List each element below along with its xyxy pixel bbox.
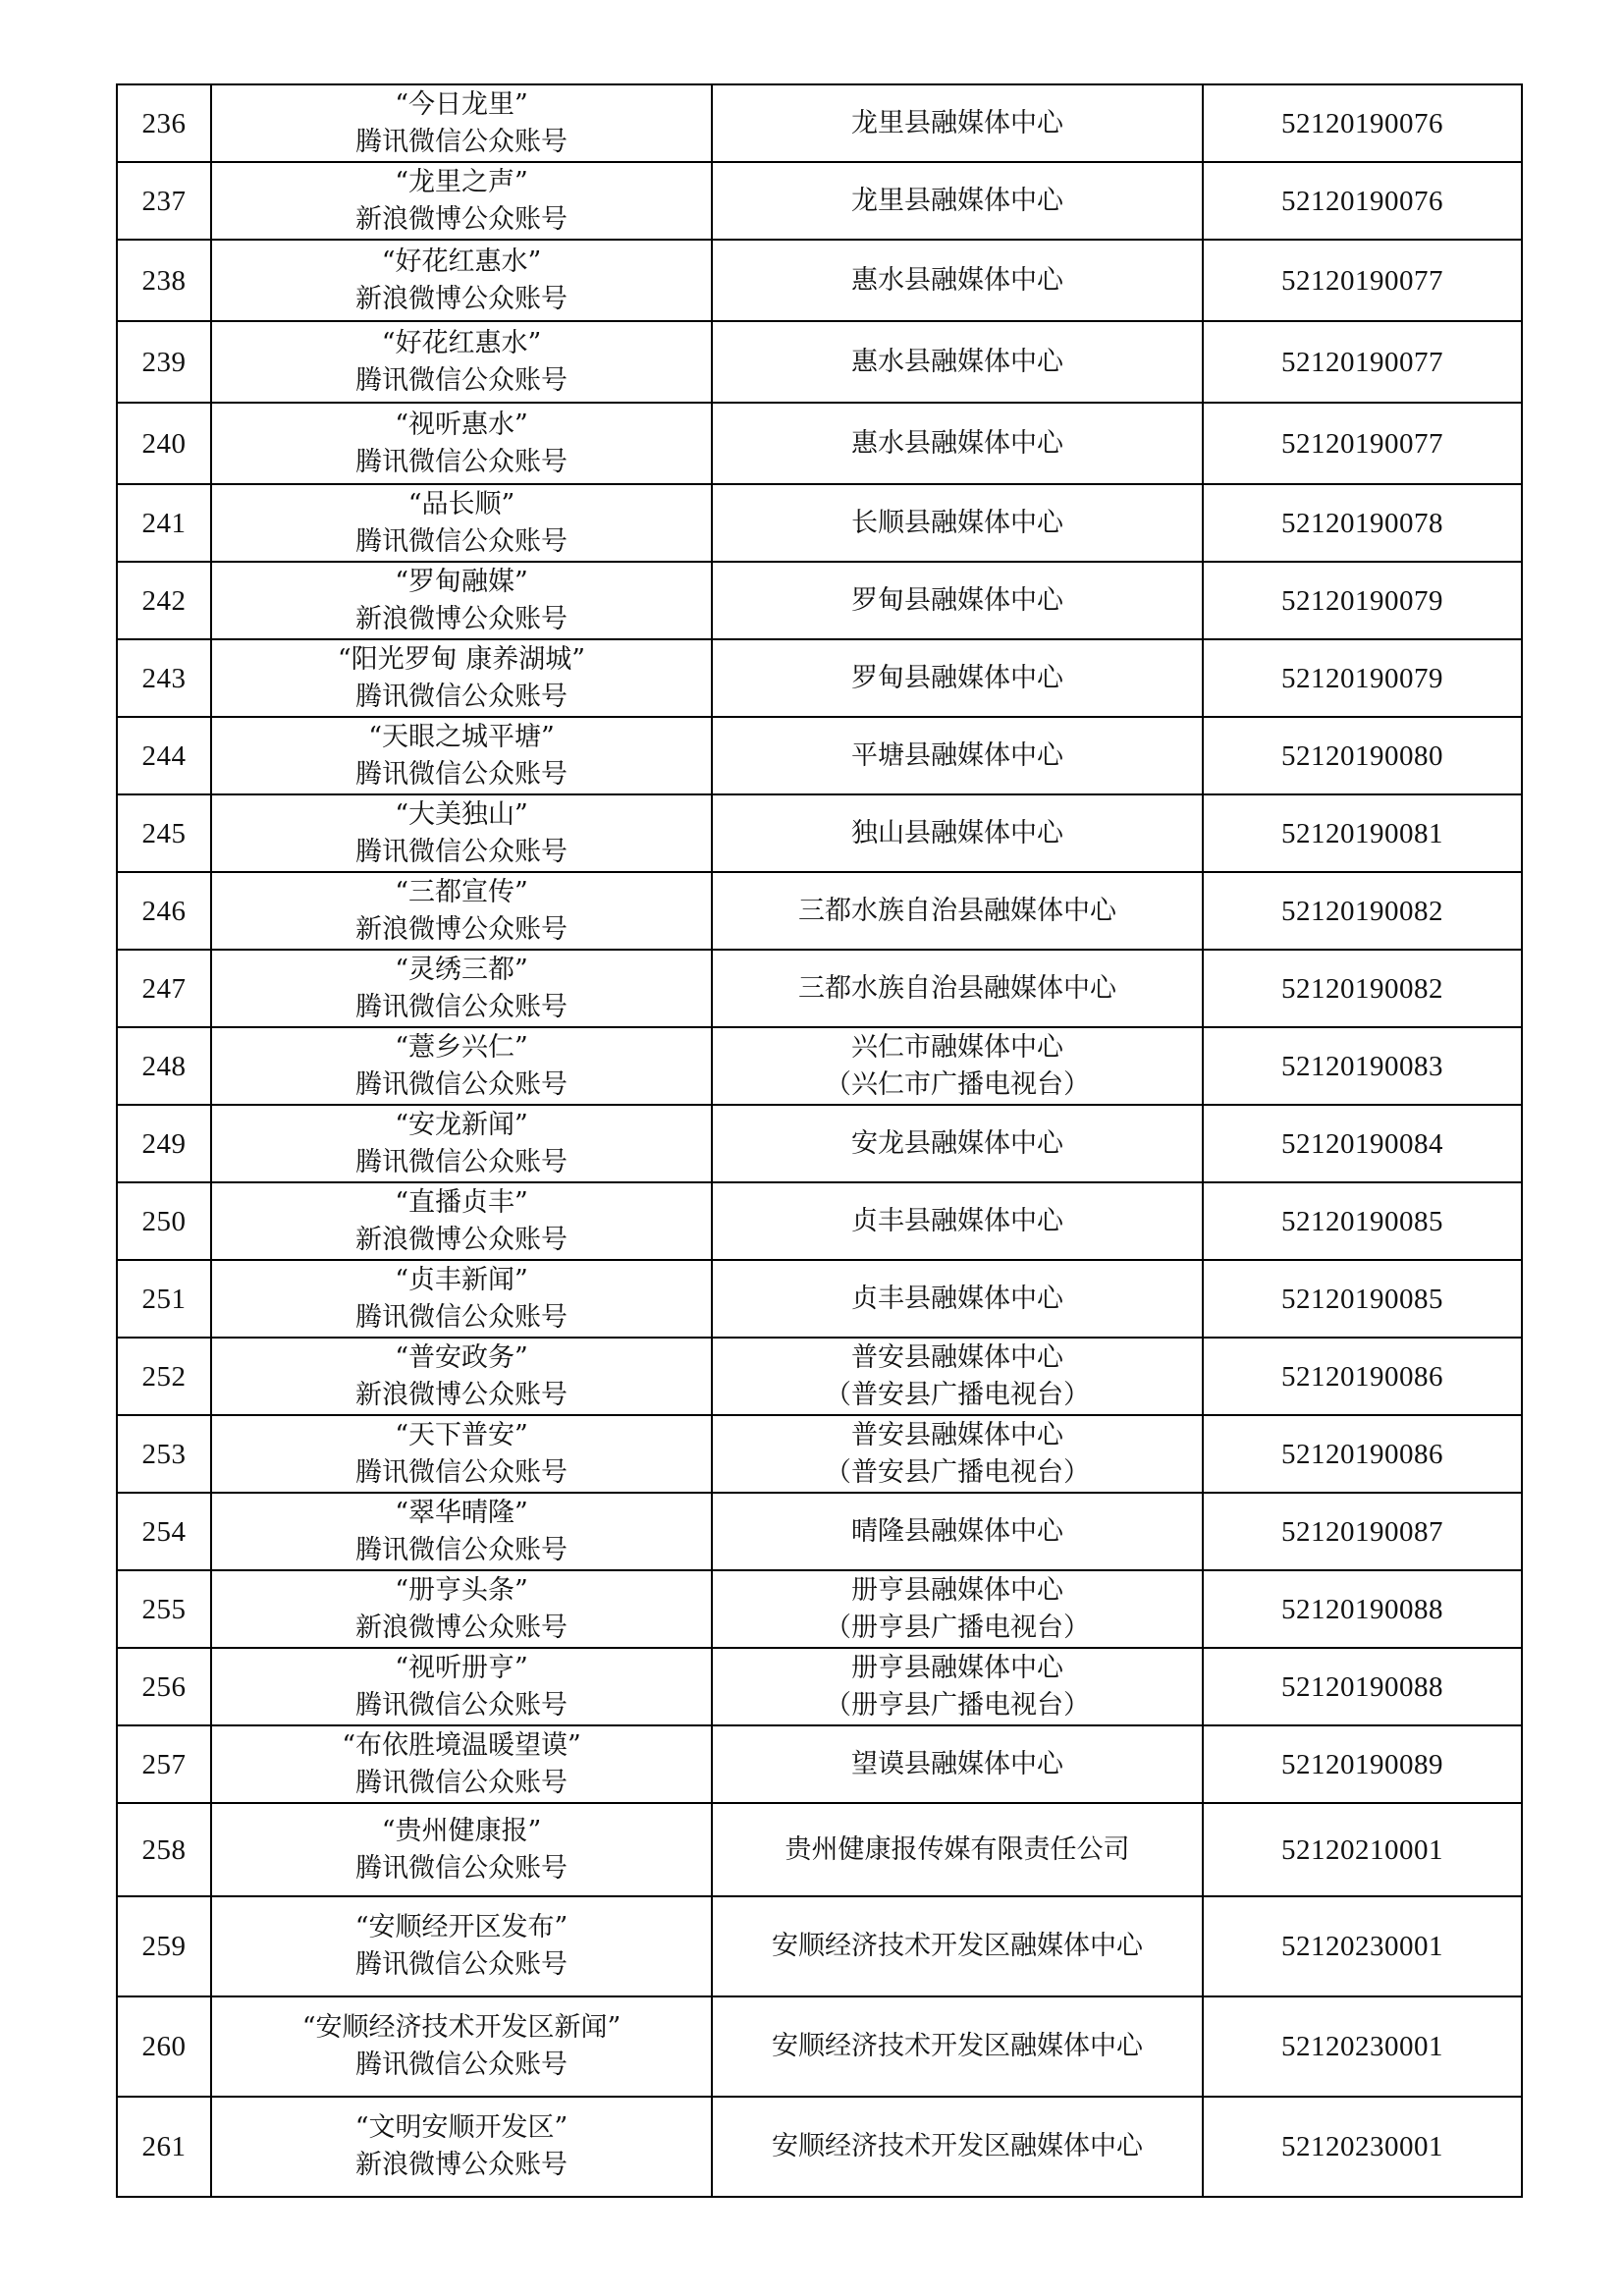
account-name: “贞丰新闻” — [395, 1264, 528, 1295]
license-number-cell — [1203, 639, 1522, 717]
license-number-cell — [1203, 1803, 1522, 1896]
row-number: 253 — [141, 1438, 187, 1470]
table-row — [117, 1260, 1522, 1338]
table-row — [117, 950, 1522, 1027]
organization-alias: （册亨县广播电视台） — [825, 1689, 1090, 1721]
license-number: 52120190076 — [1281, 107, 1443, 139]
license-number: 52120190077 — [1281, 346, 1443, 378]
account-platform: 新浪微博公众账号 — [355, 1224, 568, 1255]
table-row — [117, 717, 1522, 794]
organization-cell — [712, 1896, 1203, 1996]
table-row — [117, 321, 1522, 403]
license-number: 52120190078 — [1281, 507, 1443, 539]
license-number-cell — [1203, 1182, 1522, 1260]
license-number: 52120190084 — [1281, 1127, 1443, 1160]
account-name-cell — [211, 794, 712, 872]
organization-name: 册亨县融媒体中心 — [851, 1652, 1063, 1683]
organization-cell — [712, 1105, 1203, 1182]
row-number-cell — [117, 240, 211, 321]
account-name: “今日龙里” — [395, 88, 528, 120]
account-name-cell — [211, 1260, 712, 1338]
row-number-cell — [117, 1493, 211, 1570]
row-number: 256 — [141, 1670, 187, 1703]
license-number-cell — [1203, 484, 1522, 562]
license-number: 52120190082 — [1281, 895, 1443, 927]
account-platform: 腾讯微信公众账号 — [355, 1949, 568, 1980]
row-number-cell — [117, 562, 211, 639]
row-number-cell — [117, 162, 211, 240]
account-name: “灵绣三都” — [395, 954, 528, 985]
account-platform: 新浪微博公众账号 — [355, 2150, 568, 2180]
account-name-cell — [211, 1493, 712, 1570]
organization-cell — [712, 872, 1203, 950]
license-number: 52120190086 — [1281, 1438, 1443, 1470]
license-number-cell — [1203, 717, 1522, 794]
license-number: 52120230001 — [1281, 1931, 1443, 1962]
account-name-cell — [211, 717, 712, 794]
organization-name: 兴仁市融媒体中心 — [851, 1031, 1063, 1063]
account-name-cell — [211, 1803, 712, 1896]
organization-cell — [712, 1648, 1203, 1725]
account-name-cell — [211, 1105, 712, 1182]
row-number: 240 — [141, 427, 187, 460]
license-number: 52120190086 — [1281, 1360, 1443, 1393]
account-platform: 腾讯微信公众账号 — [355, 525, 568, 557]
organization-cell — [712, 162, 1203, 240]
row-number-cell — [117, 1182, 211, 1260]
license-number-cell — [1203, 2097, 1522, 2197]
organization-cell — [712, 1415, 1203, 1493]
account-name-cell — [211, 1570, 712, 1648]
organization-cell — [712, 1338, 1203, 1415]
row-number-cell — [117, 1105, 211, 1182]
row-number-cell — [117, 1896, 211, 1996]
account-name: “好花红惠水” — [381, 246, 542, 277]
table-row — [117, 1996, 1522, 2097]
license-number-cell — [1203, 1648, 1522, 1725]
row-number-cell — [117, 1415, 211, 1493]
row-number: 254 — [141, 1515, 187, 1548]
license-number: 52120190085 — [1281, 1283, 1443, 1315]
organization-cell — [712, 321, 1203, 403]
row-number: 248 — [141, 1050, 187, 1082]
row-number: 260 — [141, 2031, 187, 2062]
account-name-cell — [211, 162, 712, 240]
account-platform: 腾讯微信公众账号 — [355, 758, 568, 790]
license-number-cell — [1203, 1105, 1522, 1182]
account-platform: 腾讯微信公众账号 — [355, 446, 568, 477]
table-row — [117, 1415, 1522, 1493]
row-number-cell — [117, 1725, 211, 1803]
row-number-cell — [117, 717, 211, 794]
account-platform: 腾讯微信公众账号 — [355, 991, 568, 1022]
account-name: “普安政务” — [395, 1341, 528, 1373]
license-number-cell — [1203, 1415, 1522, 1493]
row-number-cell — [117, 403, 211, 484]
account-platform: 腾讯微信公众账号 — [355, 1301, 568, 1333]
license-number-cell — [1203, 1725, 1522, 1803]
row-number-cell — [117, 1260, 211, 1338]
organization-name: 龙里县融媒体中心 — [851, 107, 1063, 138]
account-platform: 腾讯微信公众账号 — [355, 1852, 568, 1884]
license-number-cell — [1203, 1996, 1522, 2097]
license-number-cell — [1203, 1260, 1522, 1338]
table-row — [117, 403, 1522, 484]
row-number-cell — [117, 321, 211, 403]
license-number-cell — [1203, 162, 1522, 240]
account-platform: 腾讯微信公众账号 — [355, 2050, 568, 2080]
account-name: “品长顺” — [407, 488, 515, 519]
organization-name: 三都水族自治县融媒体中心 — [798, 895, 1116, 926]
account-platform: 腾讯微信公众账号 — [355, 1456, 568, 1488]
organization-cell — [712, 562, 1203, 639]
license-number: 52120190088 — [1281, 1670, 1443, 1703]
account-platform: 腾讯微信公众账号 — [355, 1068, 568, 1100]
account-name: “阳光罗甸 康养湖城” — [337, 643, 586, 675]
license-number-cell — [1203, 84, 1522, 162]
organization-cell — [712, 1803, 1203, 1896]
license-number-cell — [1203, 562, 1522, 639]
organization-name: 长顺县融媒体中心 — [851, 507, 1063, 538]
license-number: 52120190079 — [1281, 662, 1443, 694]
account-name-cell — [211, 1338, 712, 1415]
account-name: “安龙新闻” — [395, 1109, 528, 1140]
row-number-cell — [117, 1027, 211, 1105]
row-number: 250 — [141, 1205, 187, 1237]
table-row — [117, 639, 1522, 717]
organization-name: 惠水县融媒体中心 — [851, 346, 1063, 377]
table-row — [117, 562, 1522, 639]
account-name-cell — [211, 639, 712, 717]
account-name-cell — [211, 872, 712, 950]
account-name-cell — [211, 1896, 712, 1996]
table-row — [117, 1570, 1522, 1648]
account-name: “文明安顺开发区” — [354, 2112, 568, 2143]
organization-name: 贵州健康报传媒有限责任公司 — [784, 1833, 1130, 1865]
organization-name: 龙里县融媒体中心 — [851, 185, 1063, 216]
license-number: 52120190089 — [1281, 1748, 1443, 1780]
license-number-cell — [1203, 872, 1522, 950]
license-number: 52120210001 — [1281, 1833, 1443, 1866]
row-number-cell — [117, 1996, 211, 2097]
account-platform: 腾讯微信公众账号 — [355, 1534, 568, 1565]
organization-alias: （普安县广播电视台） — [825, 1456, 1090, 1488]
account-platform: 新浪微博公众账号 — [355, 1379, 568, 1410]
account-name-cell — [211, 1648, 712, 1725]
table-row — [117, 1803, 1522, 1896]
account-platform: 新浪微博公众账号 — [355, 203, 568, 235]
license-number: 52120190079 — [1281, 584, 1443, 617]
account-platform: 腾讯微信公众账号 — [355, 1689, 568, 1721]
organization-alias: （普安县广播电视台） — [825, 1379, 1090, 1410]
organization-cell — [712, 1027, 1203, 1105]
table-row — [117, 84, 1522, 162]
row-number: 244 — [141, 739, 187, 772]
license-number-cell — [1203, 1570, 1522, 1648]
license-number: 52120230001 — [1281, 2131, 1443, 2162]
table-row — [117, 872, 1522, 950]
account-name: “大美独山” — [395, 798, 528, 830]
account-platform: 腾讯微信公众账号 — [355, 681, 568, 712]
organization-alias: （兴仁市广播电视台） — [825, 1068, 1090, 1100]
row-number: 246 — [141, 895, 187, 927]
table-row — [117, 1027, 1522, 1105]
account-name: “好花红惠水” — [381, 327, 542, 358]
organization-cell — [712, 484, 1203, 562]
organization-name: 晴隆县融媒体中心 — [851, 1515, 1063, 1547]
table-row — [117, 240, 1522, 321]
row-number: 258 — [141, 1833, 187, 1866]
organization-cell — [712, 1725, 1203, 1803]
row-number: 257 — [141, 1748, 187, 1780]
account-name: “视听惠水” — [395, 409, 528, 440]
organization-cell — [712, 403, 1203, 484]
row-number-cell — [117, 484, 211, 562]
license-number: 52120190076 — [1281, 185, 1443, 217]
license-number: 52120190077 — [1281, 427, 1443, 460]
account-platform: 腾讯微信公众账号 — [355, 364, 568, 396]
organization-cell — [712, 1996, 1203, 2097]
account-name: “贵州健康报” — [381, 1815, 542, 1846]
row-number-cell — [117, 794, 211, 872]
account-name: “龙里之声” — [395, 166, 528, 197]
account-name: “天眼之城平塘” — [368, 721, 555, 752]
account-name-cell — [211, 321, 712, 403]
license-number: 52120190083 — [1281, 1050, 1443, 1082]
account-name: “安顺经济技术开发区新闻” — [301, 2012, 622, 2043]
account-name: “罗甸融媒” — [395, 566, 528, 597]
account-name-cell — [211, 403, 712, 484]
organization-name: 册亨县融媒体中心 — [851, 1574, 1063, 1606]
account-name-cell — [211, 562, 712, 639]
account-platform: 腾讯微信公众账号 — [355, 836, 568, 867]
row-number: 238 — [141, 264, 187, 297]
organization-name: 独山县融媒体中心 — [851, 817, 1063, 848]
organization-cell — [712, 2097, 1203, 2197]
organization-name: 三都水族自治县融媒体中心 — [798, 972, 1116, 1004]
account-platform: 腾讯微信公众账号 — [355, 1767, 568, 1798]
account-name-cell — [211, 1027, 712, 1105]
organization-name: 普安县融媒体中心 — [851, 1341, 1063, 1373]
organization-name: 平塘县融媒体中心 — [851, 739, 1063, 771]
account-name: “直播贞丰” — [395, 1186, 528, 1218]
account-name: “册亨头条” — [395, 1574, 528, 1606]
organization-name: 贞丰县融媒体中心 — [851, 1205, 1063, 1236]
account-platform: 新浪微博公众账号 — [355, 913, 568, 945]
row-number: 241 — [141, 507, 187, 539]
license-number-cell — [1203, 950, 1522, 1027]
row-number: 239 — [141, 346, 187, 378]
account-platform: 腾讯微信公众账号 — [355, 126, 568, 157]
table-row — [117, 1725, 1522, 1803]
organization-cell — [712, 639, 1203, 717]
row-number-cell — [117, 872, 211, 950]
license-number-cell — [1203, 1896, 1522, 1996]
account-name-cell — [211, 484, 712, 562]
row-number-cell — [117, 84, 211, 162]
table-row — [117, 794, 1522, 872]
row-number-cell — [117, 639, 211, 717]
license-number-cell — [1203, 1027, 1522, 1105]
organization-name: 罗甸县融媒体中心 — [851, 662, 1063, 693]
row-number: 249 — [141, 1127, 187, 1160]
account-name-cell — [211, 1725, 712, 1803]
organization-name: 惠水县融媒体中心 — [851, 427, 1063, 459]
organization-name: 安龙县融媒体中心 — [851, 1127, 1063, 1159]
table-row — [117, 2097, 1522, 2197]
license-number-cell — [1203, 240, 1522, 321]
account-name: “布依胜境温暖望谟” — [342, 1729, 581, 1761]
table-row — [117, 1896, 1522, 1996]
account-name-cell — [211, 1182, 712, 1260]
row-number: 247 — [141, 972, 187, 1005]
license-number-cell — [1203, 1338, 1522, 1415]
table-row — [117, 1182, 1522, 1260]
row-number: 261 — [141, 2131, 187, 2162]
row-number-cell — [117, 1338, 211, 1415]
table-row — [117, 1493, 1522, 1570]
table-body — [117, 84, 1522, 2197]
account-name: “翠华晴隆” — [395, 1497, 528, 1528]
account-name-cell — [211, 240, 712, 321]
license-number-cell — [1203, 321, 1522, 403]
license-number: 52120190080 — [1281, 739, 1443, 772]
account-name: “安顺经开区发布” — [354, 1912, 568, 1942]
account-name-cell — [211, 84, 712, 162]
row-number: 245 — [141, 817, 187, 849]
row-number: 259 — [141, 1931, 187, 1962]
license-number: 52120190088 — [1281, 1593, 1443, 1625]
license-number: 52120190087 — [1281, 1515, 1443, 1548]
organization-alias: （册亨县广播电视台） — [825, 1612, 1090, 1643]
organization-cell — [712, 1182, 1203, 1260]
organization-name: 罗甸县融媒体中心 — [851, 584, 1063, 616]
license-number-cell — [1203, 403, 1522, 484]
account-name: “天下普安” — [395, 1419, 528, 1450]
row-number-cell — [117, 2097, 211, 2197]
table-row — [117, 1648, 1522, 1725]
organization-name: 安顺经济技术开发区融媒体中心 — [772, 2131, 1143, 2161]
account-name-cell — [211, 2097, 712, 2197]
row-number-cell — [117, 1648, 211, 1725]
license-number-cell — [1203, 1493, 1522, 1570]
row-number-cell — [117, 950, 211, 1027]
organization-name: 贞丰县融媒体中心 — [851, 1283, 1063, 1314]
account-platform: 新浪微博公众账号 — [355, 283, 568, 314]
table-row — [117, 162, 1522, 240]
row-number-cell — [117, 1570, 211, 1648]
organization-cell — [712, 1570, 1203, 1648]
organization-name: 安顺经济技术开发区融媒体中心 — [772, 1931, 1143, 1961]
organization-cell — [712, 240, 1203, 321]
account-name: “薏乡兴仁” — [395, 1031, 528, 1063]
row-number: 243 — [141, 662, 187, 694]
organization-cell — [712, 1260, 1203, 1338]
organization-cell — [712, 950, 1203, 1027]
account-platform: 腾讯微信公众账号 — [355, 1146, 568, 1177]
license-number-cell — [1203, 794, 1522, 872]
account-name-cell — [211, 950, 712, 1027]
row-number: 236 — [141, 107, 187, 139]
organization-name: 望谟县融媒体中心 — [851, 1748, 1063, 1779]
license-number: 52120190081 — [1281, 817, 1443, 849]
table-row — [117, 1105, 1522, 1182]
row-number-cell — [117, 1803, 211, 1896]
organization-cell — [712, 1493, 1203, 1570]
license-number: 52120230001 — [1281, 2031, 1443, 2062]
license-number: 52120190077 — [1281, 264, 1443, 297]
account-platform: 新浪微博公众账号 — [355, 1612, 568, 1643]
row-number: 242 — [141, 584, 187, 617]
table-row — [117, 484, 1522, 562]
table-row — [117, 1338, 1522, 1415]
account-name-cell — [211, 1996, 712, 2097]
organization-name: 普安县融媒体中心 — [851, 1419, 1063, 1450]
account-name: “三都宣传” — [395, 876, 528, 907]
license-number: 52120190082 — [1281, 972, 1443, 1005]
organization-name: 安顺经济技术开发区融媒体中心 — [772, 2031, 1143, 2061]
account-registry-table — [116, 83, 1523, 2198]
account-name: “视听册亨” — [395, 1652, 528, 1683]
row-number: 237 — [141, 185, 187, 217]
organization-cell — [712, 717, 1203, 794]
account-name-cell — [211, 1415, 712, 1493]
organization-name: 惠水县融媒体中心 — [851, 264, 1063, 296]
organization-cell — [712, 794, 1203, 872]
row-number: 251 — [141, 1283, 187, 1315]
license-number: 52120190085 — [1281, 1205, 1443, 1237]
organization-cell — [712, 84, 1203, 162]
account-platform: 新浪微博公众账号 — [355, 603, 568, 634]
row-number: 252 — [141, 1360, 187, 1393]
row-number: 255 — [141, 1593, 187, 1625]
